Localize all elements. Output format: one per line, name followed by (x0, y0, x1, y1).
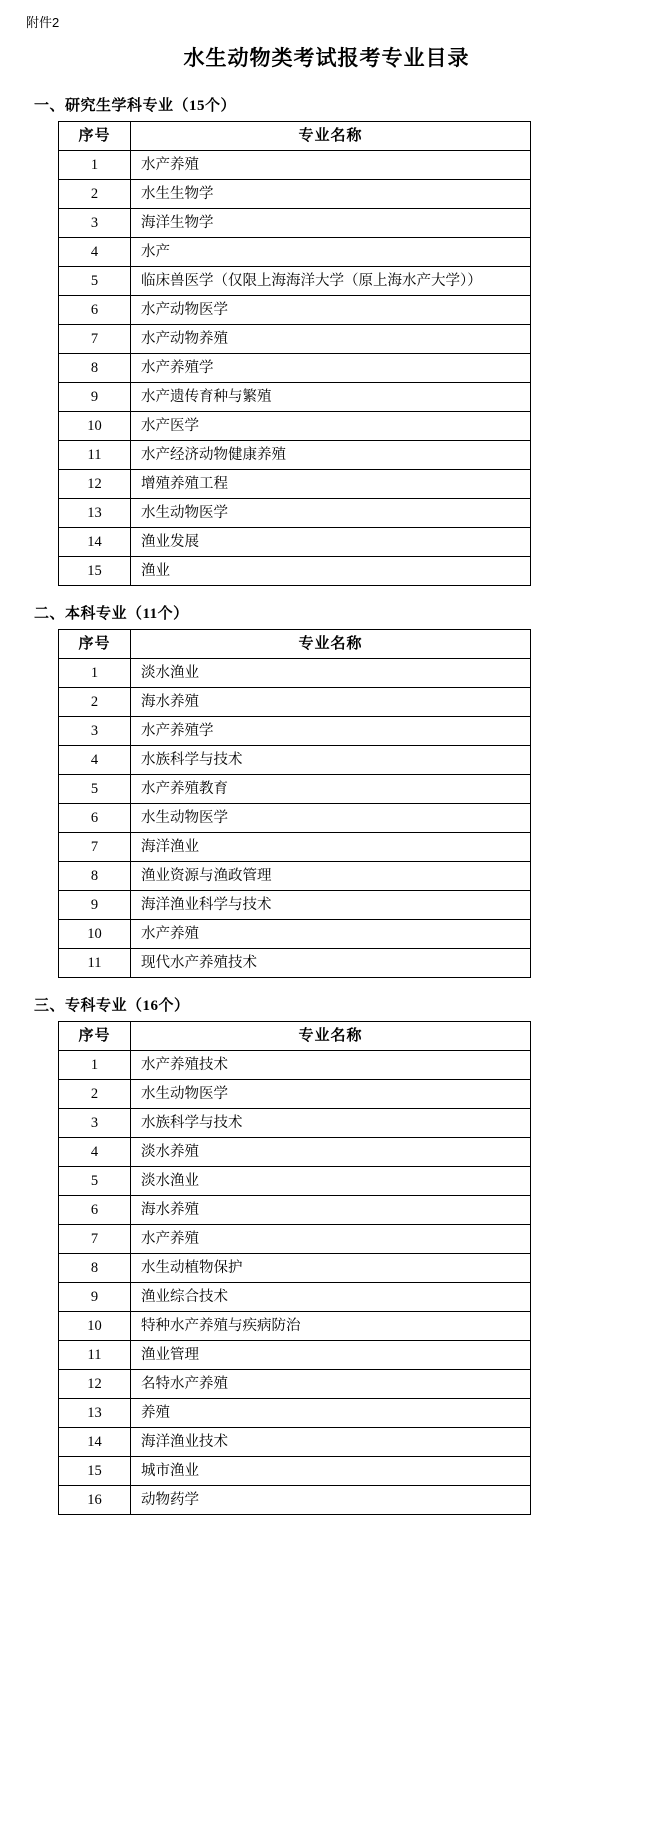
cell-major-name: 增殖养殖工程 (131, 470, 531, 499)
table-header-row (59, 122, 531, 151)
column-header-index: 序号 (59, 122, 131, 151)
cell-index: 9 (59, 891, 131, 920)
table-row (59, 1196, 531, 1225)
cell-major-name: 渔业管理 (131, 1341, 531, 1370)
table-row (59, 354, 531, 383)
cell-index: 1 (59, 151, 131, 180)
cell-major-name: 淡水渔业 (131, 1167, 531, 1196)
section-heading: 二、本科专业（11个） (34, 606, 189, 622)
table-row (59, 1109, 531, 1138)
cell-index: 2 (59, 180, 131, 209)
table-row (59, 1486, 531, 1515)
cell-index: 10 (59, 412, 131, 441)
table-row (59, 238, 531, 267)
table-row (59, 180, 531, 209)
cell-index: 16 (59, 1486, 131, 1515)
cell-major-name: 水产养殖 (131, 920, 531, 949)
cell-index: 15 (59, 557, 131, 586)
table-row (59, 746, 531, 775)
bottom-spacer (24, 1531, 629, 1541)
cell-major-name: 水产养殖学 (131, 354, 531, 383)
table-row (59, 470, 531, 499)
attachment-label: 附件2 (26, 15, 60, 30)
table-row (59, 1254, 531, 1283)
cell-major-name: 淡水养殖 (131, 1138, 531, 1167)
cell-major-name: 淡水渔业 (131, 659, 531, 688)
table-row (59, 499, 531, 528)
cell-major-name: 养殖 (131, 1399, 531, 1428)
cell-index: 3 (59, 717, 131, 746)
cell-major-name: 海洋渔业技术 (131, 1428, 531, 1457)
cell-index: 10 (59, 920, 131, 949)
cell-major-name: 水生生物学 (131, 180, 531, 209)
cell-index: 4 (59, 1138, 131, 1167)
cell-major-name: 海水养殖 (131, 1196, 531, 1225)
cell-index: 6 (59, 804, 131, 833)
table-row (59, 209, 531, 238)
table-row (59, 1138, 531, 1167)
table-row (59, 1051, 531, 1080)
cell-index: 14 (59, 528, 131, 557)
cell-major-name: 特种水产养殖与疾病防治 (131, 1312, 531, 1341)
cell-index: 2 (59, 1080, 131, 1109)
cell-index: 4 (59, 746, 131, 775)
cell-major-name: 动物药学 (131, 1486, 531, 1515)
cell-major-name: 水产动物医学 (131, 296, 531, 325)
cell-major-name: 水产养殖技术 (131, 1051, 531, 1080)
cell-major-name: 水族科学与技术 (131, 1109, 531, 1138)
cell-major-name: 水产养殖 (131, 1225, 531, 1254)
table-row (59, 383, 531, 412)
majors-table (58, 121, 531, 586)
page-title: 水生动物类考试报考专业目录 (183, 46, 470, 70)
table-header-row (59, 630, 531, 659)
sections-container (24, 94, 629, 1515)
table-row (59, 412, 531, 441)
table-row (59, 920, 531, 949)
cell-major-name: 渔业资源与渔政管理 (131, 862, 531, 891)
table-row (59, 267, 531, 296)
cell-major-name: 水生动物医学 (131, 804, 531, 833)
cell-major-name: 水族科学与技术 (131, 746, 531, 775)
section-heading: 一、研究生学科专业（15个） (34, 98, 237, 114)
cell-index: 4 (59, 238, 131, 267)
cell-index: 1 (59, 1051, 131, 1080)
table-row (59, 1428, 531, 1457)
cell-major-name: 水产遗传育种与繁殖 (131, 383, 531, 412)
cell-major-name: 水生动物医学 (131, 1080, 531, 1109)
table-row (59, 1167, 531, 1196)
cell-major-name: 海洋渔业 (131, 833, 531, 862)
table-row (59, 862, 531, 891)
cell-index: 5 (59, 1167, 131, 1196)
column-header-name: 专业名称 (131, 122, 531, 151)
table-row (59, 717, 531, 746)
cell-major-name: 海洋渔业科学与技术 (131, 891, 531, 920)
majors-table (58, 629, 531, 978)
cell-major-name: 渔业 (131, 557, 531, 586)
table-row (59, 891, 531, 920)
cell-index: 13 (59, 499, 131, 528)
cell-index: 3 (59, 1109, 131, 1138)
cell-major-name: 海水养殖 (131, 688, 531, 717)
cell-major-name: 渔业发展 (131, 528, 531, 557)
table-row (59, 1341, 531, 1370)
cell-index: 9 (59, 1283, 131, 1312)
cell-index: 7 (59, 1225, 131, 1254)
table-header-row (59, 1022, 531, 1051)
table-row (59, 151, 531, 180)
table-row (59, 1457, 531, 1486)
cell-index: 12 (59, 470, 131, 499)
cell-index: 11 (59, 441, 131, 470)
cell-index: 7 (59, 833, 131, 862)
cell-major-name: 水产动物养殖 (131, 325, 531, 354)
cell-major-name: 水产养殖学 (131, 717, 531, 746)
cell-index: 5 (59, 267, 131, 296)
section-heading: 三、专科专业（16个） (34, 998, 190, 1014)
table-row (59, 1399, 531, 1428)
cell-major-name: 水产养殖教育 (131, 775, 531, 804)
table-row (59, 688, 531, 717)
majors-table (58, 1021, 531, 1515)
table-row (59, 1080, 531, 1109)
cell-index: 6 (59, 296, 131, 325)
cell-index: 11 (59, 949, 131, 978)
table-row (59, 1370, 531, 1399)
table-row (59, 1283, 531, 1312)
cell-major-name: 水产 (131, 238, 531, 267)
cell-major-name: 水产养殖 (131, 151, 531, 180)
table-row (59, 325, 531, 354)
table-row (59, 949, 531, 978)
cell-major-name: 渔业综合技术 (131, 1283, 531, 1312)
cell-index: 6 (59, 1196, 131, 1225)
cell-major-name: 水产经济动物健康养殖 (131, 441, 531, 470)
cell-index: 5 (59, 775, 131, 804)
cell-index: 8 (59, 1254, 131, 1283)
cell-index: 14 (59, 1428, 131, 1457)
table-row (59, 296, 531, 325)
cell-index: 2 (59, 688, 131, 717)
cell-major-name: 现代水产养殖技术 (131, 949, 531, 978)
table-row (59, 804, 531, 833)
table-row (59, 557, 531, 586)
cell-major-name: 临床兽医学（仅限上海海洋大学（原上海水产大学）） (131, 267, 531, 296)
cell-major-name: 水生动物医学 (131, 499, 531, 528)
table-row (59, 775, 531, 804)
cell-major-name: 城市渔业 (131, 1457, 531, 1486)
cell-major-name: 海洋生物学 (131, 209, 531, 238)
column-header-index: 序号 (59, 630, 131, 659)
table-row (59, 441, 531, 470)
cell-index: 3 (59, 209, 131, 238)
cell-index: 8 (59, 862, 131, 891)
column-header-name: 专业名称 (131, 1022, 531, 1051)
cell-index: 12 (59, 1370, 131, 1399)
cell-index: 13 (59, 1399, 131, 1428)
cell-index: 10 (59, 1312, 131, 1341)
cell-index: 1 (59, 659, 131, 688)
table-row (59, 833, 531, 862)
cell-major-name: 水产医学 (131, 412, 531, 441)
table-row (59, 659, 531, 688)
table-row (59, 1225, 531, 1254)
cell-index: 11 (59, 1341, 131, 1370)
column-header-name: 专业名称 (131, 630, 531, 659)
cell-index: 8 (59, 354, 131, 383)
cell-major-name: 水生动植物保护 (131, 1254, 531, 1283)
table-row (59, 1312, 531, 1341)
cell-index: 9 (59, 383, 131, 412)
column-header-index: 序号 (59, 1022, 131, 1051)
cell-major-name: 名特水产养殖 (131, 1370, 531, 1399)
table-row (59, 528, 531, 557)
cell-index: 7 (59, 325, 131, 354)
cell-index: 15 (59, 1457, 131, 1486)
